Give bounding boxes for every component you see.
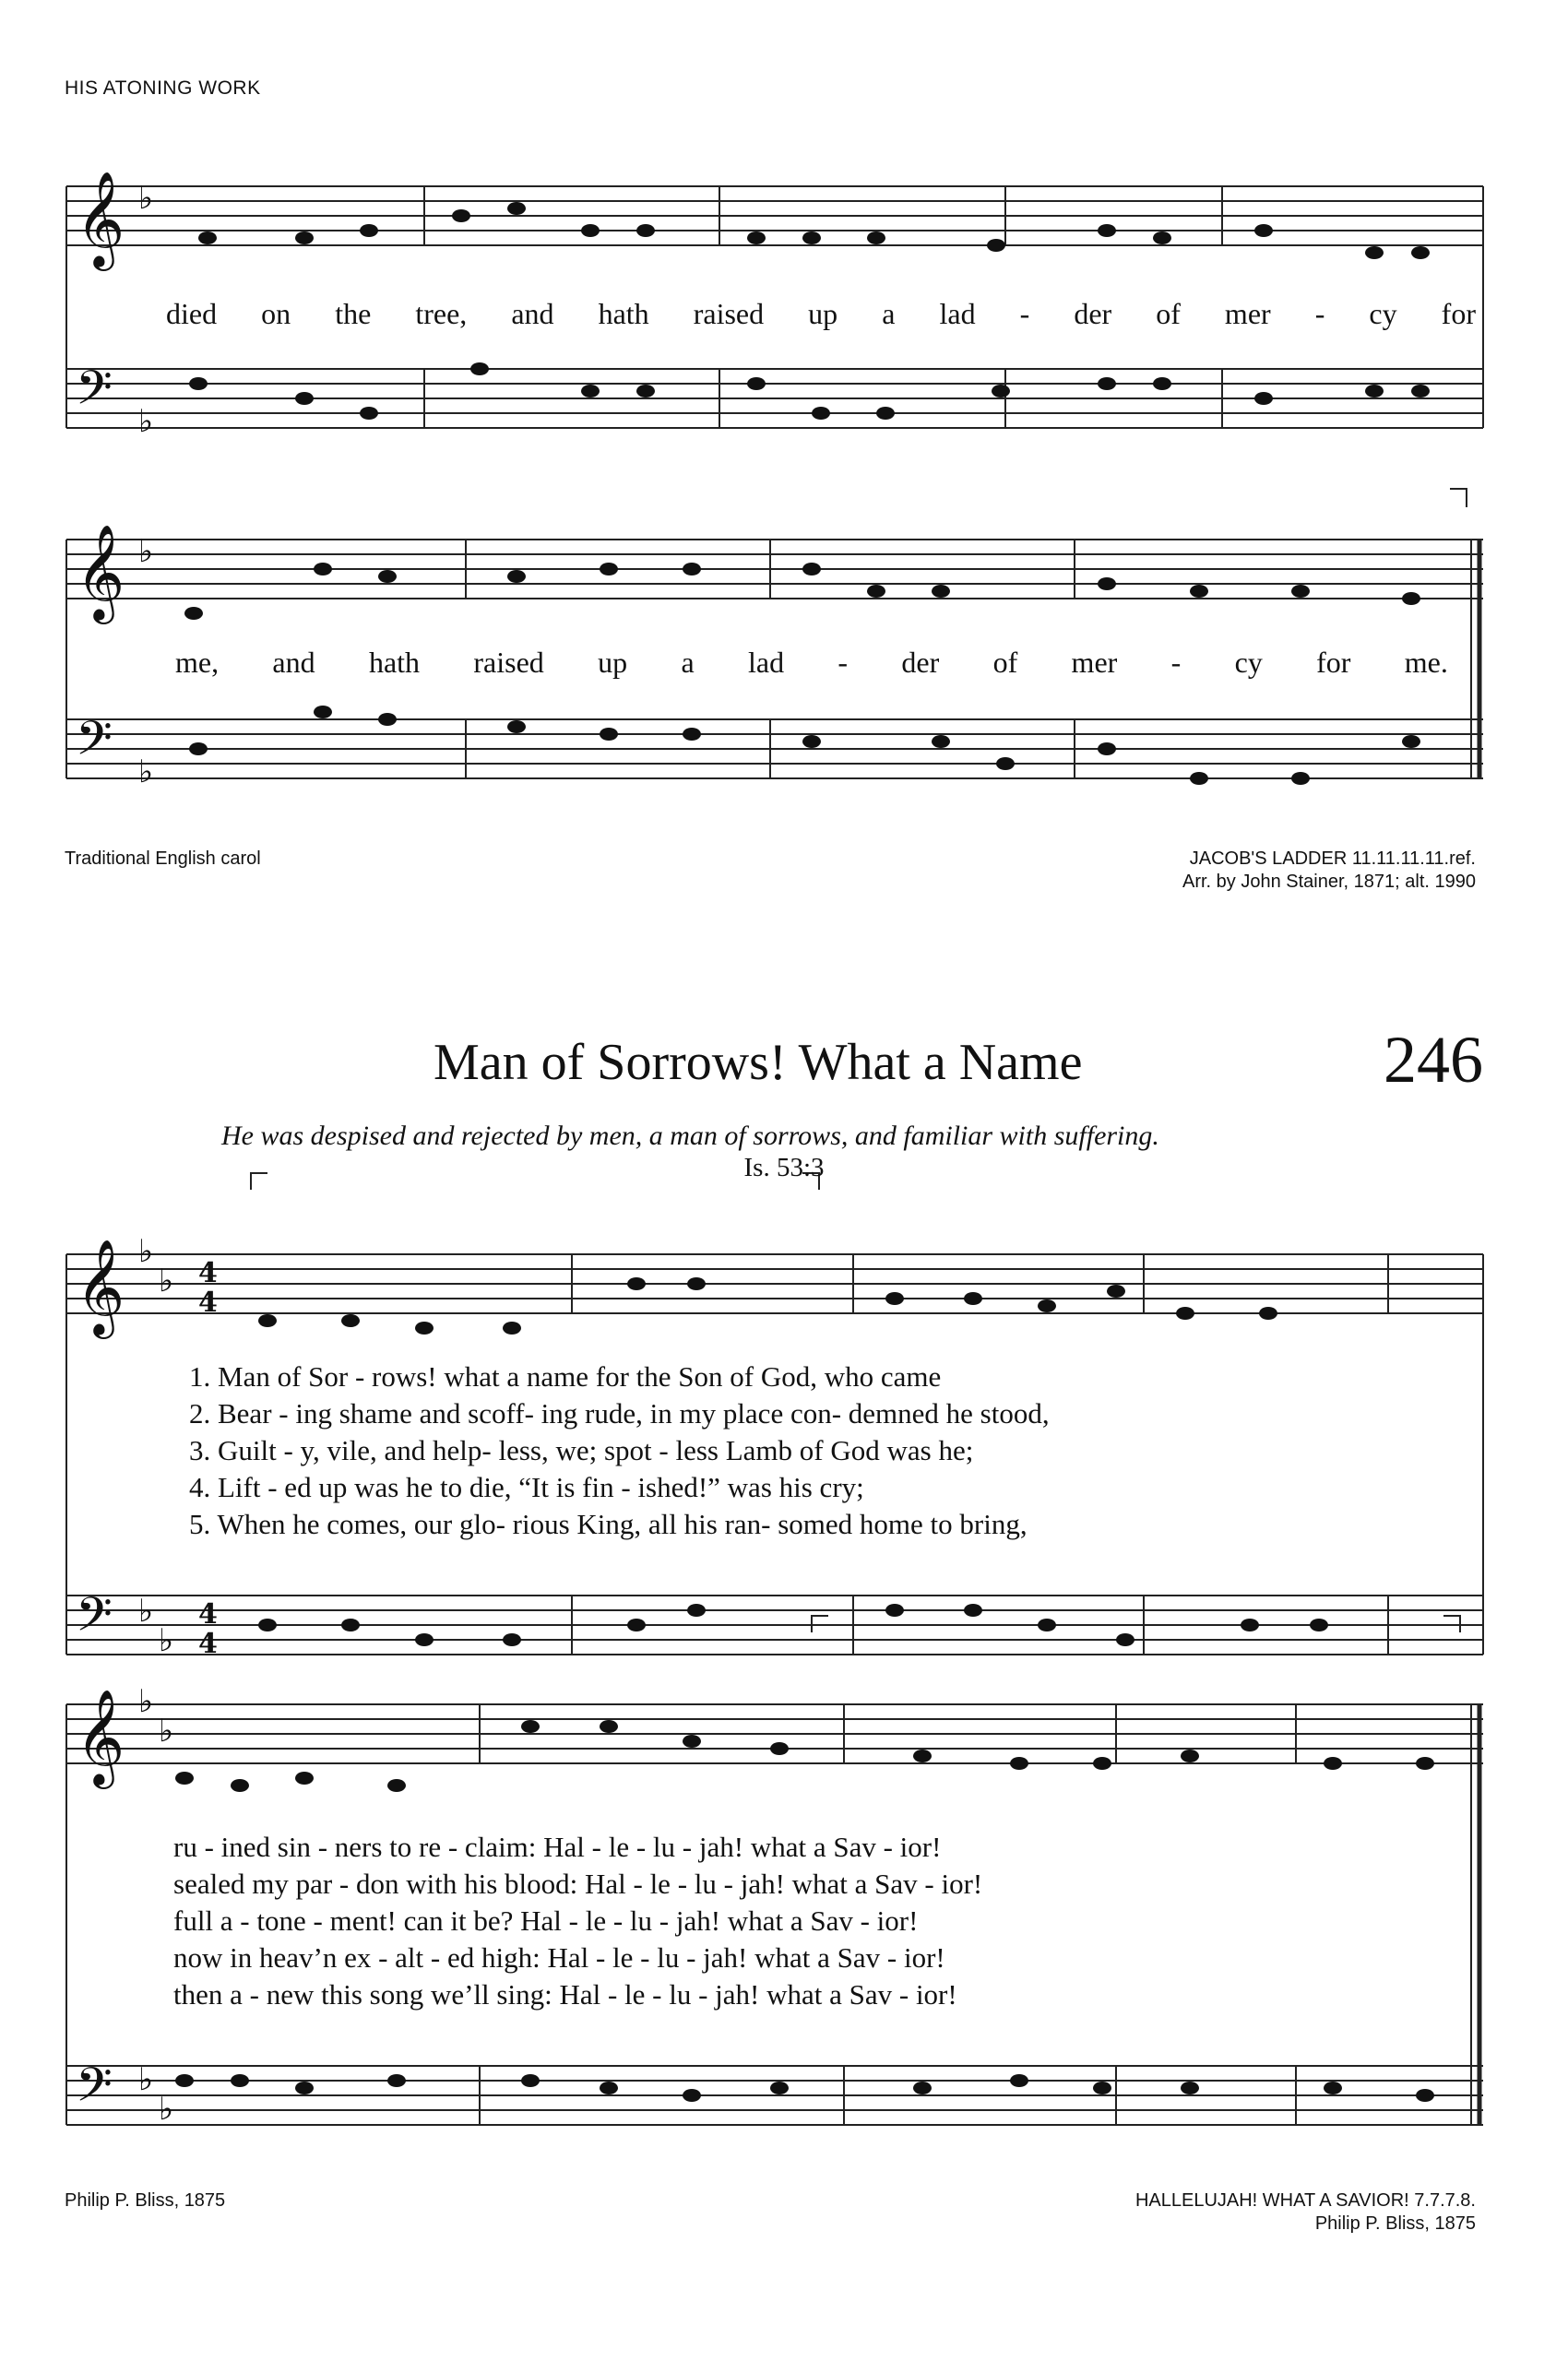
verse-1-line-2: ru - ined sin - ners to re - claim: Hal - le - lu - jah! what a Sav - ior! — [173, 1831, 942, 1863]
lyric-syllable: up — [598, 646, 628, 679]
lyric-syllable: raised — [473, 646, 544, 679]
staff-treble-1 — [66, 186, 1483, 245]
treble-clef-icon: 𝄞 — [76, 171, 125, 267]
verse-5-line-2: then a - new this song we’ll sing: Hal - le - lu - jah! what a Sav - ior! — [173, 1978, 957, 2011]
verse-2-line-2: sealed my par - don with his blood: Hal - le - lu - jah! what a Sav - ior! — [173, 1868, 983, 1900]
lyric-syllable: hath — [598, 297, 649, 330]
tune-credit-245: JACOB'S LADDER 11.11.11.11.ref. — [1189, 848, 1476, 869]
lyric-syllable: raised — [693, 297, 765, 330]
lyric-syllable: the — [335, 297, 372, 330]
bass-clef-icon: 𝄢 — [76, 710, 113, 777]
lyric-syllable: and — [511, 297, 554, 330]
lyric-syllable: hath — [368, 646, 421, 679]
staff-treble-2 — [66, 540, 1483, 599]
lyric-syllable: a — [681, 646, 695, 679]
lyrics-line-1 — [166, 297, 1476, 331]
bass-clef-icon: 𝄢 — [76, 360, 113, 427]
svg-text:♭: ♭ — [159, 2091, 174, 2128]
treble-clef-icon: 𝄞 — [76, 1689, 125, 1786]
svg-text:♭: ♭ — [138, 1233, 154, 1270]
arr-credit-245: Arr. by John Stainer, 1871; alt. 1990 — [1182, 872, 1476, 892]
lyric-syllable: tree, — [415, 297, 468, 330]
lyric-syllable: der — [1074, 297, 1112, 330]
svg-text:♭: ♭ — [138, 403, 154, 440]
svg-text:♭: ♭ — [159, 1622, 174, 1659]
lyric-syllable: - — [837, 646, 849, 679]
staff-bass-4 — [66, 2066, 1483, 2125]
svg-text:♭: ♭ — [138, 180, 154, 217]
verse-1-line-1: 1. Man of Sor - rows! what a name for the Son of God, who came — [189, 1360, 942, 1393]
treble-clef-icon: 𝄞 — [76, 524, 125, 621]
lyric-syllable: a — [882, 297, 896, 330]
lyric-syllable: me, — [175, 646, 220, 679]
verse-3-line-1: 3. Guilt - y, vile, and help- less, we; spot - less Lamb of God was he; — [189, 1434, 974, 1466]
svg-text:4: 4 — [198, 1287, 218, 1319]
lyric-syllable: for — [1441, 297, 1476, 330]
scripture-epigraph: He was despised and rejected by men, a man of sorrows, and familiar with suffering. — [221, 1121, 1159, 1151]
lyric-syllable: - — [1314, 297, 1325, 330]
svg-text:4: 4 — [198, 1598, 218, 1631]
lyric-syllable: up — [808, 297, 838, 330]
svg-text:4: 4 — [198, 1257, 218, 1289]
svg-text:♭: ♭ — [138, 533, 154, 570]
lyric-syllable: - — [1170, 646, 1182, 679]
verse-2-line-1: 2. Bear - ing shame and scoff- ing rude, in my place con- demned he stood, — [189, 1397, 1050, 1430]
scripture-reference: Is. 53:3 — [743, 1153, 825, 1182]
bass-clef-icon: 𝄢 — [76, 1586, 113, 1654]
verse-4-line-1: 4. Lift - ed up was he to die, “It is fin - ished!” was his cry; — [189, 1471, 864, 1503]
lyric-syllable: and — [272, 646, 315, 679]
staff-treble-4 — [66, 1704, 1483, 1763]
staff-bass-3 — [66, 1596, 1483, 1655]
lyric-syllable: mer — [1071, 646, 1118, 679]
svg-text:♭: ♭ — [138, 1593, 154, 1630]
lyric-syllable: lad — [939, 297, 976, 330]
lyric-syllable: for — [1316, 646, 1351, 679]
music-credit-246: Philip P. Bliss, 1875 — [1314, 2213, 1476, 2234]
staff-bass-2 — [66, 719, 1483, 778]
lyric-syllable: lad — [747, 646, 785, 679]
lyric-syllable: der — [901, 646, 940, 679]
lyric-syllable: on — [261, 297, 291, 330]
lyric-syllable: cy — [1234, 646, 1263, 679]
lyric-syllable: of — [1156, 297, 1181, 330]
lyric-syllable: cy — [1369, 297, 1397, 330]
tune-credit-246: HALLELUJAH! WHAT A SAVIOR! 7.7.7.8. — [1134, 2190, 1476, 2211]
lyric-syllable: - — [1019, 297, 1030, 330]
lyric-syllable: me. — [1404, 646, 1448, 679]
lyric-syllable: of — [992, 646, 1018, 679]
lyrics-line-2 — [175, 646, 1448, 680]
hymn-title: Man of Sorrows! What a Name — [434, 1034, 1083, 1091]
words-credit-245: Traditional English carol — [65, 848, 261, 869]
treble-clef-icon: 𝄞 — [76, 1239, 125, 1335]
verse-4-line-2: now in heav’n ex - alt - ed high: Hal - le - lu - jah! what a Sav - ior! — [173, 1941, 945, 1974]
verse-3-line-2: full a - tone - ment! can it be? Hal - le - lu - jah! what a Sav - ior! — [173, 1904, 919, 1937]
bass-clef-icon: 𝄢 — [76, 2057, 113, 2124]
svg-text:♭: ♭ — [138, 1683, 154, 1720]
svg-text:♭: ♭ — [138, 753, 154, 790]
lyric-syllable: died — [166, 297, 218, 330]
section-tag: HIS ATONING WORK — [65, 77, 261, 99]
staff-treble-3 — [66, 1254, 1483, 1313]
svg-text:♭: ♭ — [159, 1263, 174, 1299]
svg-text:4: 4 — [198, 1628, 218, 1660]
svg-text:♭: ♭ — [138, 2061, 154, 2098]
svg-text:♭: ♭ — [159, 1713, 174, 1750]
lyric-syllable: mer — [1224, 297, 1271, 330]
verse-5-line-1: 5. When he comes, our glo- rious King, all his ran- somed home to bring, — [189, 1508, 1028, 1540]
hymn-number: 246 — [1384, 1023, 1483, 1097]
words-credit-246: Philip P. Bliss, 1875 — [65, 2190, 226, 2211]
